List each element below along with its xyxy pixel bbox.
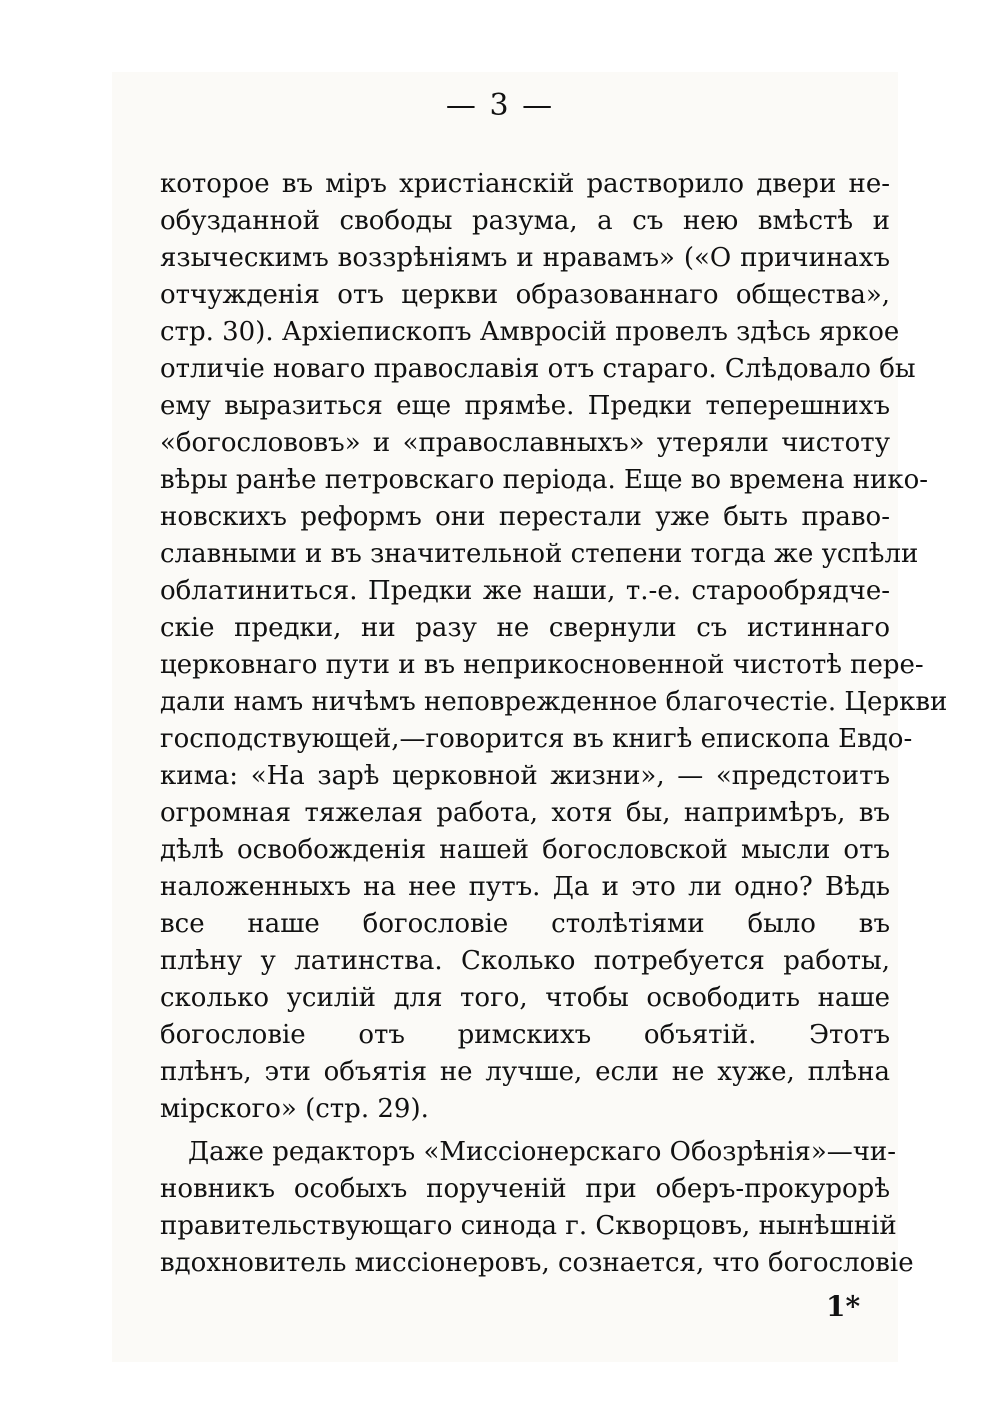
text-line: мірского» (стр. 29). <box>160 1094 429 1124</box>
text-line: отчужденія отъ церкви образованнаго общества», <box>160 280 890 310</box>
text-line: вѣры ранѣе петровскаго періода. Еще во времена нико- <box>160 465 929 495</box>
text-line: церковнаго пути и въ неприкосновенной чистотѣ пере- <box>160 650 924 680</box>
text-line: господствующей,—говорится въ книгѣ епископа Евдо- <box>160 724 913 754</box>
text-line: Даже редакторъ «Миссіонерскаго Обозрѣнія»—чи- <box>188 1137 897 1167</box>
text-line: языческимъ воззрѣніямъ и нравамъ» («О причинахъ <box>160 243 890 273</box>
text-line: ему выразиться еще прямѣе. Предки теперешнихъ <box>160 391 890 421</box>
text-line: которое въ міръ христіанскій растворило двери не- <box>160 169 890 199</box>
text-line: новникъ особыхъ порученій при оберъ-прокурорѣ <box>160 1174 890 1204</box>
paragraph-1 <box>160 166 948 1128</box>
text-line: наложенныхъ на нее путъ. Да и это ли одно? Вѣдь <box>160 872 890 902</box>
paragraph-2 <box>160 1134 914 1282</box>
text-line: облатиниться. Предки же наши, т.-е. старообрядче- <box>160 576 890 606</box>
text-line: отличіе новаго православія отъ стараго. Слѣдовало бы <box>160 354 916 384</box>
signature-mark: 1* <box>826 1290 861 1323</box>
text-line: славными и въ значительной степени тогда же успѣли <box>160 539 919 569</box>
text-line: скіе предки, ни разу не свернули съ истиннаго <box>160 613 890 643</box>
text-line: плѣну у латинства. Сколько потребуется работы, <box>160 946 890 976</box>
text-line: огромная тяжелая работа, хотя бы, напримѣръ, въ <box>160 798 890 828</box>
page-number: — 3 — <box>445 88 555 123</box>
text-line: сколько усилій для того, чтобы освободить наше <box>160 983 890 1013</box>
text-line: стр. 30). Архіепископъ Амвросій провелъ здѣсь яркое <box>160 317 900 347</box>
text-line: вдохновитель миссіонеровъ, сознается, что богословіе <box>160 1248 914 1278</box>
text-line: обузданной свободы разума, а съ нею вмѣстѣ и <box>160 206 890 236</box>
text-line: кима: «На зарѣ церковной жизни», — «предстоитъ <box>160 761 890 791</box>
text-line: «богослововъ» и «православныхъ» утеряли чистоту <box>160 428 890 458</box>
text-line: правительствующаго синода г. Скворцовъ, нынѣшній <box>160 1211 897 1241</box>
text-line: плѣнъ, эти объятія не лучше, если не хуже, плѣна <box>160 1057 890 1087</box>
text-line: дали намъ ничѣмъ неповрежденное благочестіе. Церкви <box>160 687 948 717</box>
text-line: все наше богословіе столѣтіями было въ <box>160 909 890 939</box>
text-line: новскихъ реформъ они перестали уже быть право- <box>160 502 890 532</box>
text-line: дѣлѣ освобожденія нашей богословской мысли отъ <box>160 835 890 865</box>
text-line: богословіе отъ римскихъ объятій. Этотъ <box>160 1020 890 1050</box>
